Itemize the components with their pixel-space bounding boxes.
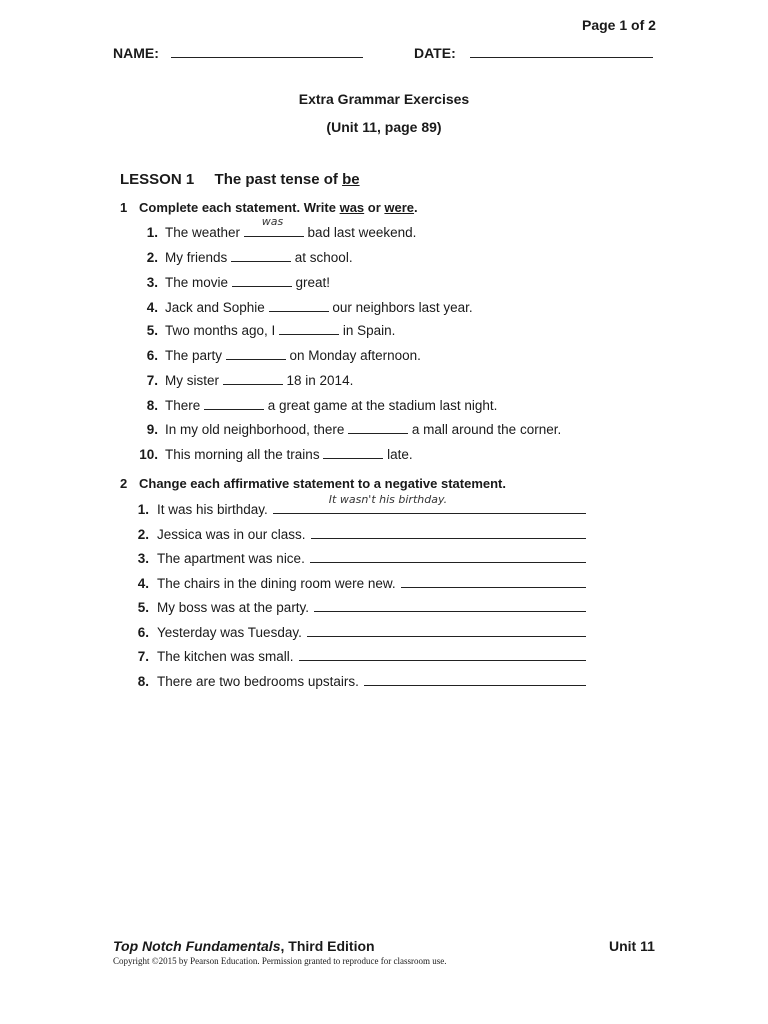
page-number: Page 1 of 2 bbox=[582, 17, 656, 33]
exercise-1-item bbox=[128, 371, 353, 388]
exercise-number: 2 bbox=[120, 476, 128, 491]
item-number: 6. bbox=[146, 348, 158, 363]
item-statement: The apartment was nice. bbox=[157, 551, 305, 566]
answer-blank[interactable] bbox=[348, 420, 408, 434]
item-number: 5. bbox=[146, 323, 158, 338]
answer-blank[interactable] bbox=[226, 346, 286, 360]
answer-blank[interactable] bbox=[244, 215, 304, 237]
item-text-after: bad last weekend. bbox=[303, 225, 417, 240]
lesson-topic-word: be bbox=[342, 171, 360, 188]
item-number: 8. bbox=[137, 674, 149, 689]
answer-blank[interactable] bbox=[231, 248, 291, 262]
exercise-1-item bbox=[128, 215, 417, 240]
exercise-1-heading bbox=[120, 200, 418, 215]
instruction-end: . bbox=[414, 200, 418, 215]
item-text-after: on Monday afternoon. bbox=[285, 348, 421, 363]
instruction-word-was: was bbox=[339, 200, 365, 215]
instruction-word-were: were bbox=[384, 200, 415, 215]
item-number: 6. bbox=[137, 625, 149, 640]
item-statement: Yesterday was Tuesday. bbox=[157, 625, 302, 640]
item-number: 7. bbox=[146, 373, 158, 388]
lesson-label: LESSON 1 bbox=[120, 171, 195, 188]
date-field bbox=[414, 44, 653, 61]
exercise-1-item bbox=[128, 346, 421, 363]
copyright-notice: Copyright ©2015 by Pearson Education. Permission granted to reproduce for classroom use. bbox=[113, 956, 447, 966]
item-number: 1. bbox=[137, 502, 149, 517]
answer-blank[interactable] bbox=[269, 298, 329, 312]
exercise-2-item bbox=[128, 623, 586, 640]
item-text-before: The weather bbox=[165, 225, 244, 240]
item-text-after: in Spain. bbox=[339, 323, 396, 338]
item-statement: My boss was at the party. bbox=[157, 600, 310, 615]
exercise-1-item bbox=[128, 298, 473, 315]
item-text-before: The movie bbox=[165, 275, 232, 290]
item-text-before: This morning all the trains bbox=[165, 447, 324, 462]
item-text-after: our neighbors last year. bbox=[328, 300, 473, 315]
exercise-1-item bbox=[128, 396, 497, 413]
exercise-2-heading bbox=[120, 476, 506, 491]
exercise-1-item bbox=[128, 273, 330, 290]
item-text-before: My sister bbox=[165, 373, 223, 388]
item-text-after: at school. bbox=[291, 250, 353, 265]
item-text-before: In my old neighborhood, there bbox=[165, 422, 349, 437]
name-blank[interactable] bbox=[171, 44, 363, 58]
item-text-after: 18 in 2014. bbox=[282, 373, 354, 388]
answer-blank[interactable] bbox=[279, 321, 339, 335]
answer-line[interactable] bbox=[310, 549, 586, 563]
footer-book-title bbox=[113, 938, 375, 954]
item-number: 9. bbox=[146, 422, 158, 437]
item-number: 5. bbox=[137, 600, 149, 615]
answer-blank[interactable] bbox=[223, 371, 283, 385]
worksheet-subtitle: (Unit 11, page 89) bbox=[326, 119, 442, 135]
answer-line[interactable] bbox=[273, 493, 586, 514]
footer-unit: Unit 11 bbox=[609, 938, 655, 954]
book-edition: , Third Edition bbox=[280, 938, 375, 954]
answer-blank[interactable] bbox=[232, 273, 292, 287]
name-field bbox=[113, 44, 363, 61]
item-text-after: a mall around the corner. bbox=[408, 422, 562, 437]
date-blank[interactable] bbox=[470, 44, 653, 58]
exercise-number: 1 bbox=[120, 200, 128, 215]
exercise-1-item bbox=[128, 420, 561, 437]
exercise-2-item bbox=[128, 647, 586, 664]
item-statement: It was his birthday. bbox=[157, 502, 268, 517]
worksheet-title: Extra Grammar Exercises bbox=[298, 91, 470, 107]
answer-blank[interactable] bbox=[323, 445, 383, 459]
item-statement: The chairs in the dining room were new. bbox=[157, 576, 396, 591]
date-label: DATE: bbox=[414, 45, 456, 61]
answer-line[interactable] bbox=[311, 525, 586, 539]
exercise-instruction: Change each affirmative statement to a negative statement. bbox=[139, 476, 507, 491]
item-text-before: Jack and Sophie bbox=[165, 300, 269, 315]
instruction-or: or bbox=[364, 200, 385, 215]
item-text-after: a great game at the stadium last night. bbox=[264, 398, 498, 413]
item-number: 4. bbox=[146, 300, 158, 315]
exercise-2-item bbox=[128, 672, 586, 689]
exercise-1-item bbox=[128, 248, 353, 265]
item-text-before: Two months ago, I bbox=[165, 323, 280, 338]
exercise-2-item bbox=[128, 598, 586, 615]
answer-line[interactable] bbox=[307, 623, 586, 637]
handwritten-answer: It wasn't his birthday. bbox=[328, 493, 448, 506]
item-number: 4. bbox=[137, 576, 149, 591]
item-number: 7. bbox=[137, 649, 149, 664]
item-number: 8. bbox=[146, 398, 158, 413]
handwritten-answer: was bbox=[261, 215, 284, 228]
exercise-2-item bbox=[128, 549, 586, 566]
item-number: 2. bbox=[137, 527, 149, 542]
item-number: 2. bbox=[146, 250, 158, 265]
answer-line[interactable] bbox=[364, 672, 586, 686]
lesson-topic: The past tense of bbox=[214, 171, 343, 188]
lesson-heading bbox=[120, 171, 360, 188]
exercise-1-item bbox=[128, 321, 395, 338]
item-number: 3. bbox=[137, 551, 149, 566]
exercise-1-item bbox=[128, 445, 413, 462]
item-text-after: late. bbox=[383, 447, 413, 462]
answer-line[interactable] bbox=[314, 598, 586, 612]
exercise-2-item bbox=[128, 493, 586, 517]
item-text-after: great! bbox=[291, 275, 331, 290]
answer-blank[interactable] bbox=[204, 396, 264, 410]
book-title: Top Notch Fundamentals bbox=[113, 938, 281, 954]
exercise-2-item bbox=[128, 574, 586, 591]
item-number: 1. bbox=[146, 225, 158, 240]
item-text-before: The party bbox=[165, 348, 226, 363]
item-statement: There are two bedrooms upstairs. bbox=[157, 674, 359, 689]
item-text-before: My friends bbox=[165, 250, 232, 265]
name-label: NAME: bbox=[113, 45, 159, 61]
exercise-2-item bbox=[128, 525, 586, 542]
item-statement: Jessica was in our class. bbox=[157, 527, 306, 542]
answer-line[interactable] bbox=[299, 647, 586, 661]
item-number: 3. bbox=[146, 275, 158, 290]
answer-line[interactable] bbox=[401, 574, 586, 588]
item-text-before: There bbox=[165, 398, 205, 413]
exercise-instruction: Complete each statement. Write bbox=[139, 200, 340, 215]
item-number: 10. bbox=[139, 447, 158, 462]
item-statement: The kitchen was small. bbox=[157, 649, 294, 664]
